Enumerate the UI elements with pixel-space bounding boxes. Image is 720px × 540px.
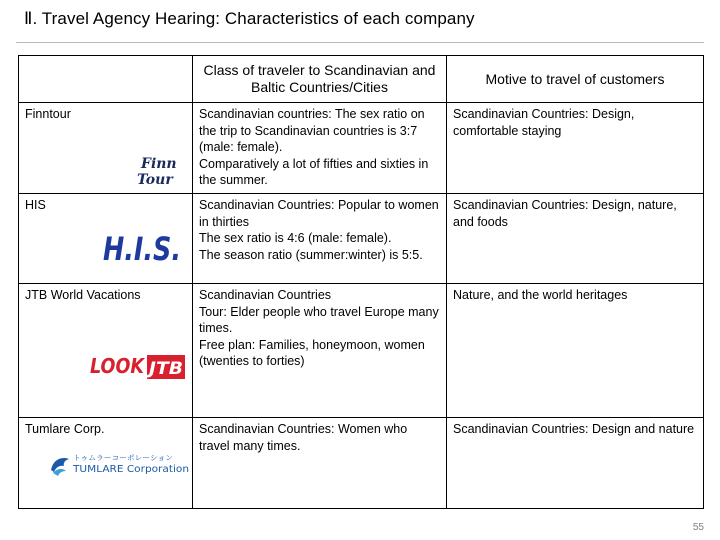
company-name: JTB World Vacations — [25, 288, 141, 302]
finntour-logo-line2: Tour — [137, 172, 173, 188]
tumlare-logo — [49, 450, 191, 478]
company-cell — [19, 103, 193, 194]
page-number: 55 — [692, 522, 704, 533]
look-logo-text: LOOK — [90, 354, 146, 378]
company-name: Tumlare Corp. — [25, 422, 105, 436]
motive-cell — [447, 418, 704, 509]
motive-cell — [447, 103, 704, 194]
class-line: Scandinavian countries: The sex ratio on the trip to Scandinavian countries is 3:7 (male: female). — [199, 107, 425, 154]
company-table — [18, 55, 704, 509]
class-line: Scandinavian Countries: Popular to women in thirties — [199, 198, 439, 229]
class-cell — [193, 284, 447, 418]
table-row — [19, 284, 704, 418]
look-jtb-logo — [89, 350, 187, 384]
dolphin-icon — [51, 458, 69, 476]
class-line: Comparatively a lot of fifties and sixties in the summer. — [199, 156, 429, 187]
class-cell — [193, 103, 447, 194]
header-company — [19, 56, 193, 103]
class-cell — [193, 418, 447, 509]
jtb-logo-text: JTB — [145, 359, 183, 379]
company-cell — [19, 194, 193, 284]
his-logo-text: H.I.S. — [103, 230, 181, 268]
motive-line: Nature, and the world heritages — [453, 288, 628, 302]
tumlare-logo-kana: トゥムラーコーポレーション — [73, 454, 173, 462]
title-divider — [16, 42, 704, 43]
header-motive: Motive to travel of customers — [447, 56, 704, 103]
finntour-logo-line1: Finn — [141, 156, 177, 172]
motive-line: Scandinavian Countries: Design, nature, and foods — [453, 198, 677, 229]
table-header-row — [19, 56, 704, 103]
company-name: Finntour — [25, 107, 71, 121]
class-line: The sex ratio is 4:6 (male: female). — [199, 231, 392, 245]
class-line: Scandinavian Countries: Women who travel many times. — [199, 422, 408, 453]
motive-cell — [447, 284, 704, 418]
class-line: Tour: Elder people who travel Europe many times. — [199, 304, 439, 335]
motive-line: Scandinavian Countries: Design and nature — [453, 422, 695, 436]
table-row — [19, 103, 704, 194]
class-line: The season ratio (summer:winter) is 5:5. — [199, 247, 423, 262]
company-cell — [19, 284, 193, 418]
motive-cell — [447, 194, 704, 284]
slide-title: Ⅱ. Travel Agency Hearing: Characteristics of each company — [24, 9, 475, 28]
motive-line: Scandinavian Countries: Design, comfortable staying — [453, 107, 635, 138]
company-cell — [19, 418, 193, 509]
class-cell — [193, 194, 447, 284]
class-line: Scandinavian Countries — [199, 288, 332, 302]
his-logo — [101, 228, 183, 268]
tumlare-logo-text: TUMLARE Corporation — [71, 464, 189, 475]
table-row — [19, 194, 704, 284]
table-row — [19, 418, 704, 509]
company-name: HIS — [25, 198, 46, 212]
finntour-logo — [135, 153, 181, 189]
header-class-of-traveler: Class of traveler to Scandinavian and Baltic Countries/Cities — [193, 56, 447, 103]
class-line: Free plan: Families, honeymoon, women (twenties to forties) — [199, 337, 425, 368]
